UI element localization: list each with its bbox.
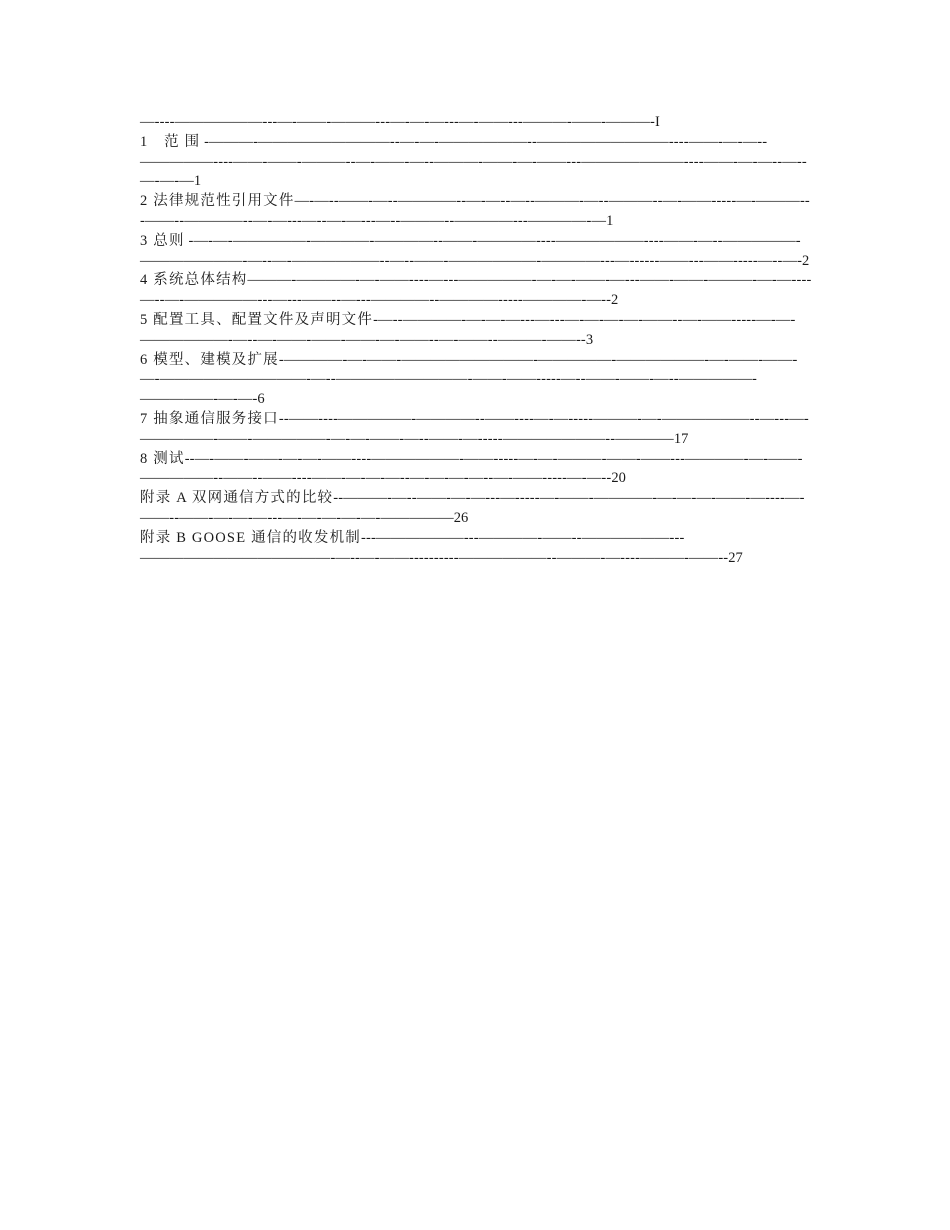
toc-entry-title: 4 系统总体结构 xyxy=(140,272,248,289)
toc-entry-title: 7 抽象通信服务接口 xyxy=(140,410,279,427)
toc-entry-title: 1 范 围 xyxy=(140,133,201,150)
toc-entry-modeling[interactable] xyxy=(140,351,812,410)
toc-entry-leader: —----——————---—-——-———---—-—-—---—-——---———-——-———- xyxy=(140,114,656,130)
toc-entry-page: 20 xyxy=(611,470,626,487)
toc-entry-leader: -————-—-——-—————————-—————-——————-—-——-——-—-——————————-—--—————————-——-——-----—--——-——-—--—————-—————-—-— xyxy=(140,351,798,408)
toc-entry-acsi[interactable] xyxy=(140,410,812,450)
toc-entry-page: 3 xyxy=(585,331,594,348)
toc-entry-page: -2 xyxy=(606,292,619,309)
toc-entry-system-architecture[interactable] xyxy=(140,271,812,311)
toc-entry-title: 5 配置工具、配置文件及声明文件 xyxy=(140,311,374,328)
toc-entry-leader: --——----—————-————--——----—-—-----———-—-——————--—---—-—————-——-—————-—-—-——-—--——-—-----———————--———— xyxy=(140,410,809,447)
toc-entry-page: -2 xyxy=(797,252,810,269)
toc-entry-page: 1 xyxy=(606,212,614,229)
toc-entry-title: 6 模型、建模及扩展 xyxy=(140,351,279,368)
toc-entry-title: 3 总则 xyxy=(140,232,185,249)
toc-entry-page: I xyxy=(655,114,660,130)
toc-entry-appendix-b[interactable] xyxy=(140,529,812,569)
toc-entry-leader: --—-——-——-—-—-——----——————-——-----—-—-———-——-——---————-—-——-—————--——--——----——-—-—-—--—-—-—-—--—-——-----—-—-- xyxy=(140,450,803,487)
toc-entry-testing[interactable] xyxy=(140,450,812,490)
toc-entry-page: 26 xyxy=(453,509,469,526)
toc-entry-leader: —-—--——-—--————--—-—--—--———-—--———--—-——-----—-———---——--————--—-—---—--—-—---—--———--————---————-— xyxy=(140,193,810,229)
toc-entry-page: 27 xyxy=(728,549,743,566)
toc-entry-title: 2 法律规范性引用文件 xyxy=(140,193,295,210)
toc-entry-preface[interactable] xyxy=(140,113,812,133)
toc-entry-scope[interactable] xyxy=(140,133,812,192)
table-of-contents xyxy=(140,113,812,568)
toc-entry-general[interactable] xyxy=(140,232,812,272)
toc-entry-page: -6 xyxy=(252,391,265,408)
toc-entry-configuration-tools[interactable] xyxy=(140,311,812,351)
toc-entry-page: 17 xyxy=(673,430,689,447)
toc-entry-leader: --———-—--——-—-—---—-----—-——-————-—-—-—-——-—----—-——--——-—-—-—---—-—-—-—-—-————— xyxy=(140,490,805,526)
toc-entry-title: 附录 A 双网通信方式的比较 xyxy=(140,490,334,507)
toc-entry-title: 附录 B GOOSE 通信的收发机制 xyxy=(140,529,361,546)
toc-entry-title: 8 测试 xyxy=(140,450,185,467)
toc-entry-leader: -—--————-—-—-—---—---—-—-—-—-——--—-——-----—-—-——————-—--—-——-——-——-—-——--—-——--———-——-- xyxy=(140,311,796,348)
toc-entry-page: 1 xyxy=(193,173,202,190)
toc-entry-appendix-a[interactable] xyxy=(140,489,812,529)
toc-entry-normative-references[interactable] xyxy=(140,192,812,232)
toc-entry-leader: ---——————---————-——--——————---—————————————-—--—-——----------——————--———-—----———-——-- xyxy=(140,529,729,566)
toc-entry-leader: -—-—-—————-————-————--——-————----——————----——-—--—————-———————-—--—-——————--—--——-——————-————---—------——---——-----—--— xyxy=(140,232,801,269)
toc-entry-leader: ———-————-—-——----—---—————-—-—-——-—---——-——-———-—-—----—--—-—————---—---——--—---————--————-----————-—- xyxy=(140,272,812,309)
toc-entry-leader: -———-—————————--—-—-——————--—————————----——-—-—--—————----——-——-———--—-——-—--———-——-—-——---———————----——-—-—--—--—-—-— xyxy=(140,133,807,190)
